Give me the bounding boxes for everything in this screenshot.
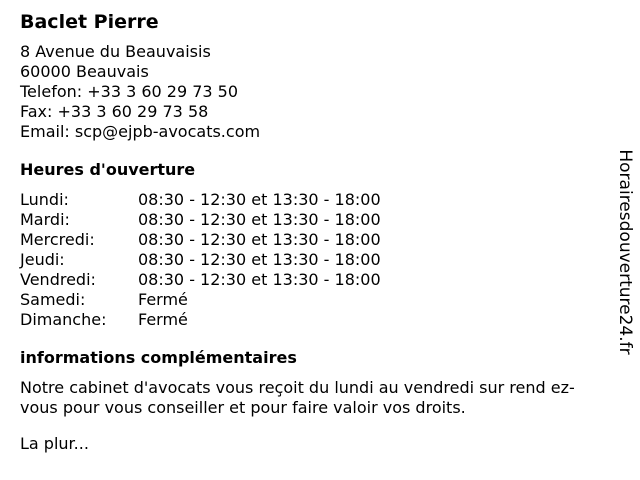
hours-row-wednesday — [20, 230, 600, 250]
day-hours: 08:30 - 12:30 et 13:30 - 18:00 — [138, 270, 381, 289]
hours-row-thursday — [20, 250, 600, 270]
day-hours: 08:30 - 12:30 et 13:30 - 18:00 — [138, 250, 381, 269]
day-hours: Fermé — [138, 310, 188, 329]
hours-row-friday — [20, 270, 600, 290]
additional-info-text: Notre cabinet d'avocats vous reçoit du lundi au vendredi sur rend ez-vous pour vous conseiller et pour faire valoir vos droits. — [20, 378, 575, 417]
business-card — [20, 10, 600, 454]
site-watermark: Horairesdouverture24.fr — [615, 149, 635, 355]
address-line-2: 60000 Beauvais — [20, 62, 149, 81]
day-label: Lundi: — [20, 190, 69, 209]
opening-hours-heading: Heures d'ouverture — [20, 160, 196, 179]
day-hours: Fermé — [138, 290, 188, 309]
hours-row-monday — [20, 190, 600, 210]
hours-row-saturday — [20, 290, 600, 310]
email-address: Email: scp@ejpb-avocats.com — [20, 122, 261, 141]
day-hours: 08:30 - 12:30 et 13:30 - 18:00 — [138, 210, 381, 229]
business-name: Baclet Pierre — [20, 11, 159, 33]
day-label: Dimanche: — [20, 310, 107, 329]
day-label: Mardi: — [20, 210, 70, 229]
fax-number: Fax: +33 3 60 29 73 58 — [20, 102, 209, 121]
hours-row-sunday — [20, 310, 600, 330]
day-label: Vendredi: — [20, 270, 96, 289]
additional-info-heading: informations complémentaires — [20, 348, 297, 367]
phone-number: Telefon: +33 3 60 29 73 50 — [20, 82, 239, 101]
read-more-text: La plur... — [20, 434, 89, 453]
hours-row-tuesday — [20, 210, 600, 230]
address-line-1: 8 Avenue du Beauvaisis — [20, 42, 211, 61]
day-hours: 08:30 - 12:30 et 13:30 - 18:00 — [138, 190, 381, 209]
opening-hours-table — [20, 190, 600, 330]
day-label: Mercredi: — [20, 230, 95, 249]
day-hours: 08:30 - 12:30 et 13:30 - 18:00 — [138, 230, 381, 249]
day-label: Jeudi: — [20, 250, 65, 269]
day-label: Samedi: — [20, 290, 86, 309]
